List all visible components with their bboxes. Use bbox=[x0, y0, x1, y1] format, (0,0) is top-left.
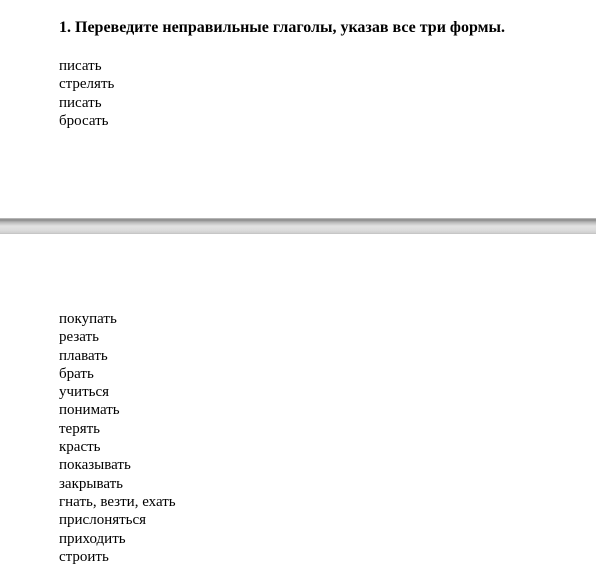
verb-item: красть bbox=[59, 439, 101, 456]
verb-item: стрелять bbox=[59, 76, 115, 93]
verb-item: закрывать bbox=[59, 475, 123, 492]
verb-item: учиться bbox=[59, 384, 110, 401]
verb-list-bottom bbox=[59, 310, 176, 566]
page-separator bbox=[0, 218, 596, 234]
verb-item: писать bbox=[59, 58, 102, 74]
verb-item: брать bbox=[59, 365, 94, 382]
verb-item: показывать bbox=[59, 457, 131, 474]
verb-item: понимать bbox=[59, 402, 120, 419]
verb-item: строить bbox=[59, 548, 109, 565]
exercise-heading: 1. Переведите неправильные глаголы, указав все три формы. bbox=[59, 19, 506, 36]
verb-item: покупать bbox=[59, 311, 117, 327]
verb-item: приходить bbox=[59, 530, 126, 547]
verb-list-top bbox=[59, 57, 114, 130]
verb-item: терять bbox=[59, 420, 101, 437]
verb-item: резать bbox=[59, 329, 99, 346]
verb-item: гнать, везти, ехать bbox=[59, 493, 176, 510]
verb-item: плавать bbox=[59, 347, 108, 364]
verb-item: бросать bbox=[59, 112, 109, 129]
verb-item: писать bbox=[59, 94, 102, 111]
verb-item: прислоняться bbox=[59, 512, 147, 529]
